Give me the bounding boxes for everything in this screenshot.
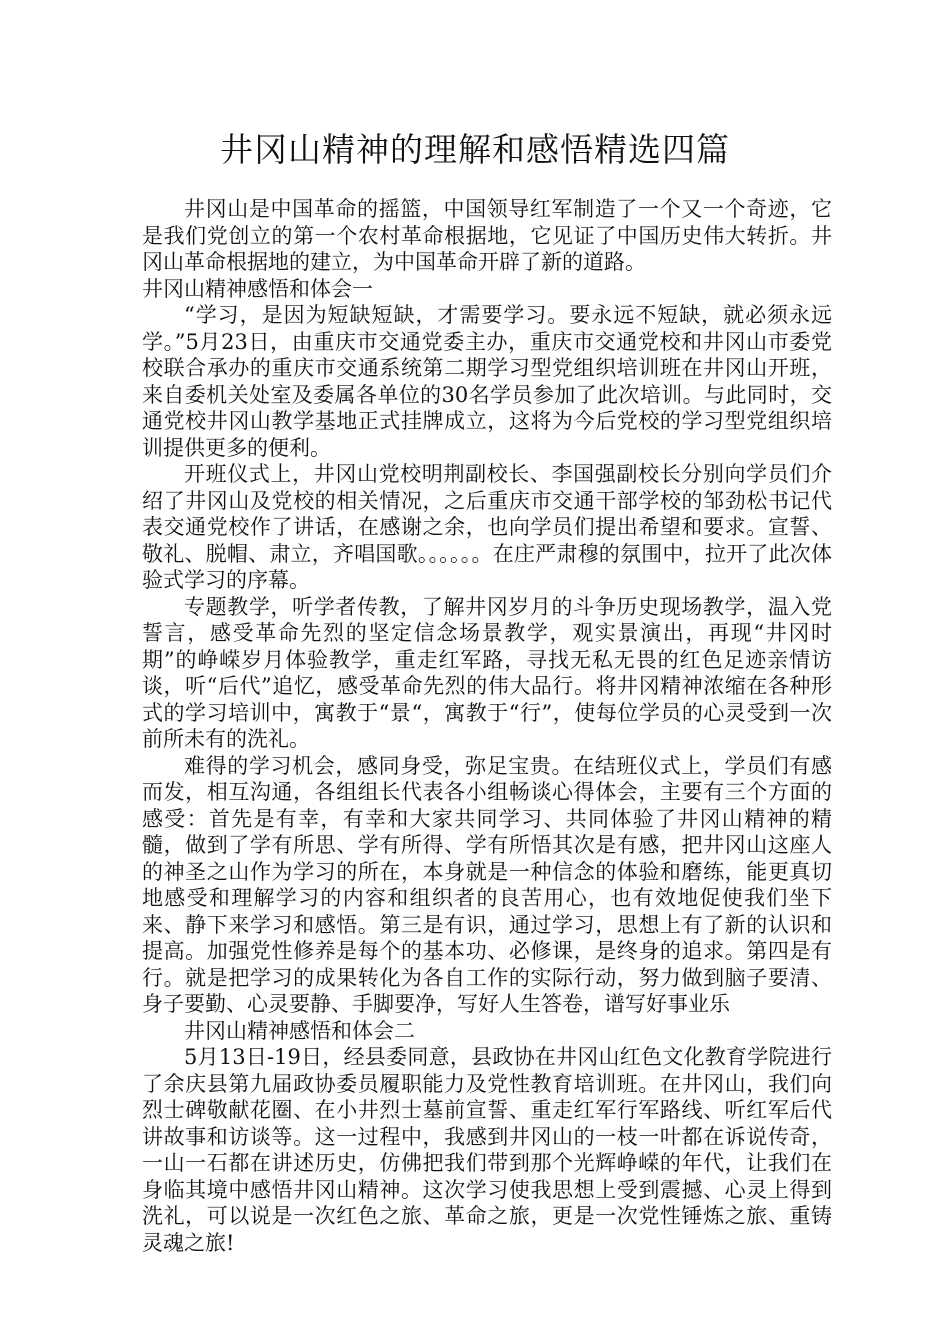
document-body [142, 196, 832, 1256]
section-2-paragraph-1: 5月13日-19日，经县委同意，县政协在井冈山红色文化教育学院进行了余庆县第九届政协委员履职能力及党性教育培训班。在井冈山，我们向烈士碑敬献花圈、在小井烈士墓前宣誓、重走红军行军路线、听红军后代讲故事和访谈等。这一过程中，我感到井冈山的一枝一叶都在诉说传奇，一山一石都在讲述历史，仿佛把我们带到那个光辉峥嵘的年代，让我们在身临其境中感悟井冈山精神。这次学习使我思想上受到震撼、心灵上得到洗礼，可以说是一次红色之旅、革命之旅，更是一次党性锤炼之旅、重铸灵魂之旅! [142, 1045, 832, 1255]
section-1-paragraph-4: 难得的学习机会，感同身受，弥足宝贵。在结班仪式上，学员们有感而发，相互沟通，各组组长代表各小组畅谈心得体会，主要有三个方面的感受：首先是有幸，有幸和大家共同学习、共同体验了井冈山精神的精髓，做到了学有所思、学有所得、学有所悟其次是有感，把井冈山这座人的神圣之山作为学习的所在，本身就是一种信念的体验和磨练，能更真切地感受和理解学习的内容和组织者的良苦用心，也有效地促使我们坐下来、静下来学习和感悟。第三是有识，通过学习，思想上有了新的认识和提高。加强党性修养是每个的基本功、必修课，是终身的追求。第四是有行。就是把学习的成果转化为各自工作的实际行动，努力做到脑子要清、身子要勤、心灵要静、手脚要净，写好人生答卷，谱写好事业乐 [142, 753, 832, 1016]
section-1-paragraph-1: “学习，是因为短缺短缺，才需要学习。要永远不短缺，就必须永远学。”5月23日，由重庆市交通党委主办，重庆市交通党校和井冈山市委党校联合承办的重庆市交通系统第二期学习型党组织培训班在井冈山开班，来自委机关处室及委属各单位的30名学员参加了此次培训。与此同时，交通党校井冈山教学基地正式挂牌成立，这将为今后党校的学习型党组织培训提供更多的便利。 [142, 303, 832, 460]
section-1-paragraph-3: 专题教学，听学者传教，了解井冈岁月的斗争历史现场教学，温入党誓言，感受革命先烈的坚定信念场景教学，观实景演出，再现“井冈时期”的峥嵘岁月体验教学，重走红军路，寻找无私无畏的红色足迹亲情访谈，听“后代”追忆，感受革命先烈的伟大品行。将井冈精神浓缩在各种形式的学习培训中，寓教于“景“，寓教于“行”，使每位学员的心灵受到一次前所未有的洗礼。 [142, 594, 832, 751]
document-title: 井冈山精神的理解和感悟精选四篇 [220, 130, 730, 169]
section-1-paragraph-2: 开班仪式上，井冈山党校明荆副校长、李国强副校长分别向学员们介绍了井冈山及党校的相关情况，之后重庆市交通干部学校的邹劲松书记代表交通党校作了讲话，在感谢之余，也向学员们提出希望和要求。宣誓、敬礼、脱帽、肃立，齐唱国歌。。。。。。在庄严肃穆的氛围中，拉开了此次体验式学习的序幕。 [142, 462, 832, 592]
section-2-heading: 井冈山精神感悟和体会二 [184, 1018, 415, 1043]
section-1-heading: 井冈山精神感悟和体会一 [142, 276, 373, 301]
intro-paragraph: 井冈山是中国革命的摇篮，中国领导红军制造了一个又一个奇迹，它是我们党创立的第一个农村革命根据地，它见证了中国历史伟大转折。井冈山革命根据地的建立，为中国革命开辟了新的道路。 [142, 197, 832, 274]
